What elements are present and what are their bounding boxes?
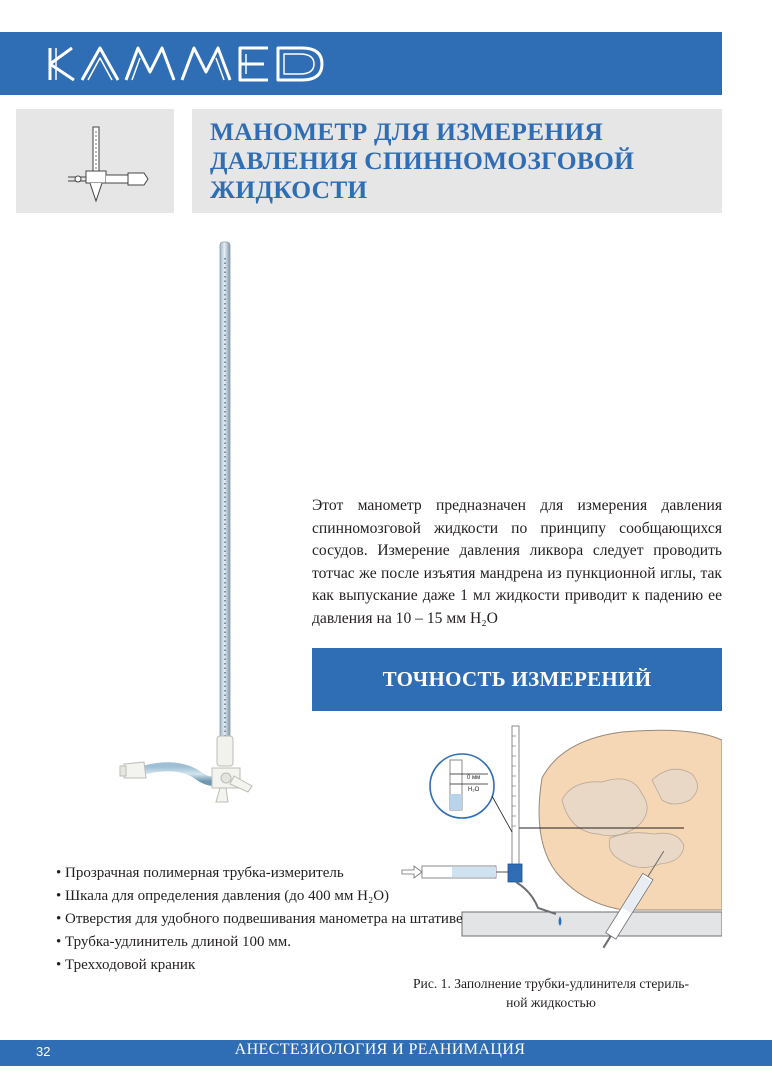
product-description: Этот манометр предназначен для измерения давления спинномозговой жидкости по принципу сообщающихся сосудов. Измерение давления ликвора следует проводить тотчас же после изъятия мандрена из пункционной иглы, так как выпускание даже 1 мл жидкости приводит к падению ее давления на 10 – 15 мм H₂O — [312, 497, 722, 627]
title-line-3: ЖИДКОСТИ — [210, 175, 368, 204]
feature-item: • Прозрачная полимерная трубка-измеритель — [56, 862, 463, 885]
footer-section-title: АНЕСТЕЗИОЛОГИЯ И РЕАНИМАЦИЯ — [234, 1041, 526, 1058]
feature-item: • Отверстия для удобного подвешивания манометра на штативе — [56, 908, 463, 931]
title-box — [192, 109, 722, 213]
zoom-label-bottom: H₂O — [468, 787, 480, 793]
product-thumbnail-box — [16, 109, 174, 213]
title-line-1: МАНОМЕТР ДЛЯ ИЗМЕРЕНИЯ — [210, 117, 603, 146]
page-number: 32 — [36, 1044, 51, 1059]
caption-line-1: Рис. 1. Заполнение трубки-удлинителя стериль- — [412, 976, 690, 991]
features-list — [56, 862, 463, 977]
title-line-2: ДАВЛЕНИЯ СПИННОМОЗГОВОЙ — [210, 146, 635, 175]
feature-item: • Трубка-удлинитель длиной 100 мм. — [56, 931, 463, 954]
section-heading: ТОЧНОСТЬ ИЗМЕРЕНИЙ — [382, 667, 652, 691]
figure-caption — [386, 974, 716, 1012]
company-logo — [42, 40, 332, 88]
feature-item: • Трехходовой краник — [56, 954, 463, 977]
section-heading-band — [312, 648, 722, 711]
feature-item: • Шкала для определения давления (до 400 мм H₂O) — [56, 885, 463, 908]
page-title — [210, 117, 710, 204]
caption-line-2: ной жидкостью — [506, 995, 596, 1010]
zoom-label-top: 0 мм — [467, 775, 481, 781]
manometer-product-image — [116, 238, 266, 810]
manometer-thumbnail-icon — [16, 109, 174, 213]
